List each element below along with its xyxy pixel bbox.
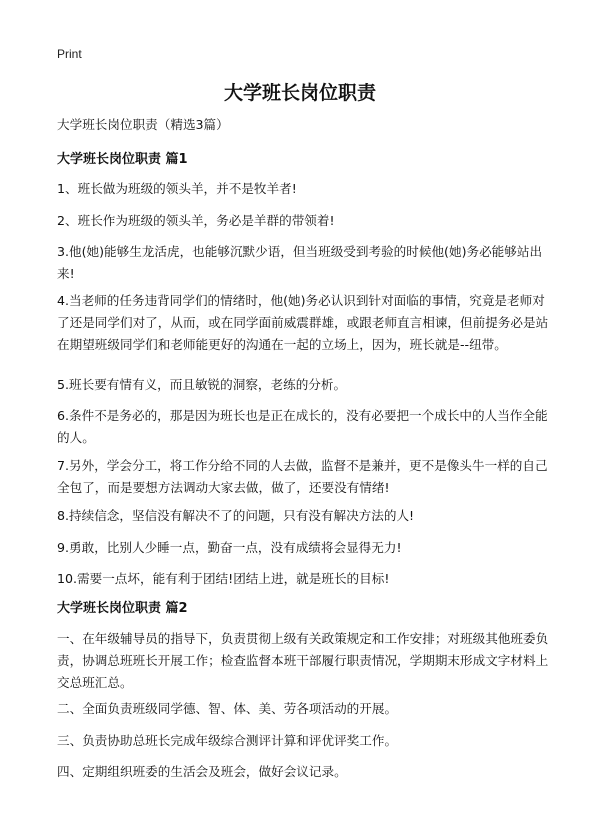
section-2-item: 四、定期组织班委的生活会及班会，做好会议记录。 (57, 764, 347, 779)
print-label: Print (57, 47, 82, 61)
section-1-item: 7.另外，学会分工，将工作分给不同的人去做，监督不是兼并，更不是像头牛一样的自己全包了，而是要想方法调动大家去做，做了，还要没有情绪! (57, 458, 548, 495)
section-2-heading: 大学班长岗位职责 篇2 (57, 601, 188, 616)
document-subtitle: 大学班长岗位职责（精选3篇） (57, 117, 229, 132)
section-1-item: 9.勇敢，比别人少睡一点，勤奋一点，没有成绩将会显得无力! (57, 540, 402, 555)
section-1-item: 4.当老师的任务违背同学们的情绪时，他(她)务必认识到针对面临的事情，究竟是老师对了还是同学们对了，从而，或在同学面前威震群雄，或跟老师直言相谏，但前提务必是站在期望班级同学们和老师能更好的沟通在一起的立场上，因为，班长就是--纽带。 (57, 293, 549, 352)
section-2-item: 二、全面负责班级同学德、智、体、美、劳各项活动的开展。 (57, 701, 398, 716)
section-1-item: 10.需要一点坏，能有利于团结!团结上进，就是班长的目标! (57, 571, 390, 586)
document-title: 大学班长岗位职责 (223, 82, 376, 104)
section-1-item: 2、班长作为班级的领头羊，务必是羊群的带领着! (57, 213, 335, 228)
section-2-item: 三、负责协助总班长完成年级综合测评计算和评优评奖工作。 (57, 733, 398, 748)
section-1-item: 1、班长做为班级的领头羊，并不是牧羊者! (57, 181, 297, 196)
section-2-item: 一、在年级辅导员的指导下，负责贯彻上级有关政策规定和工作安排；对班级其他班委负责，协调总班班长开展工作；检查监督本班干部履行职责情况，学期期末形成文字材料上交总班汇总。 (57, 631, 549, 690)
section-1-item: 8.持续信念，坚信没有解决不了的问题，只有没有解决方法的人! (57, 508, 415, 523)
section-1-item: 5.班长要有情有义，而且敏锐的洞察，老练的分析。 (57, 377, 347, 392)
section-1-item: 3.他(她)能够生龙活虎，也能够沉默少语，但当班级受到考验的时候他(她)务必能够站出来! (57, 244, 543, 281)
section-1-heading: 大学班长岗位职责 篇1 (57, 152, 188, 167)
section-1-item: 6.条件不是务必的，那是因为班长也是正在成长的，没有必要把一个成长中的人当作全能的人。 (57, 408, 548, 445)
